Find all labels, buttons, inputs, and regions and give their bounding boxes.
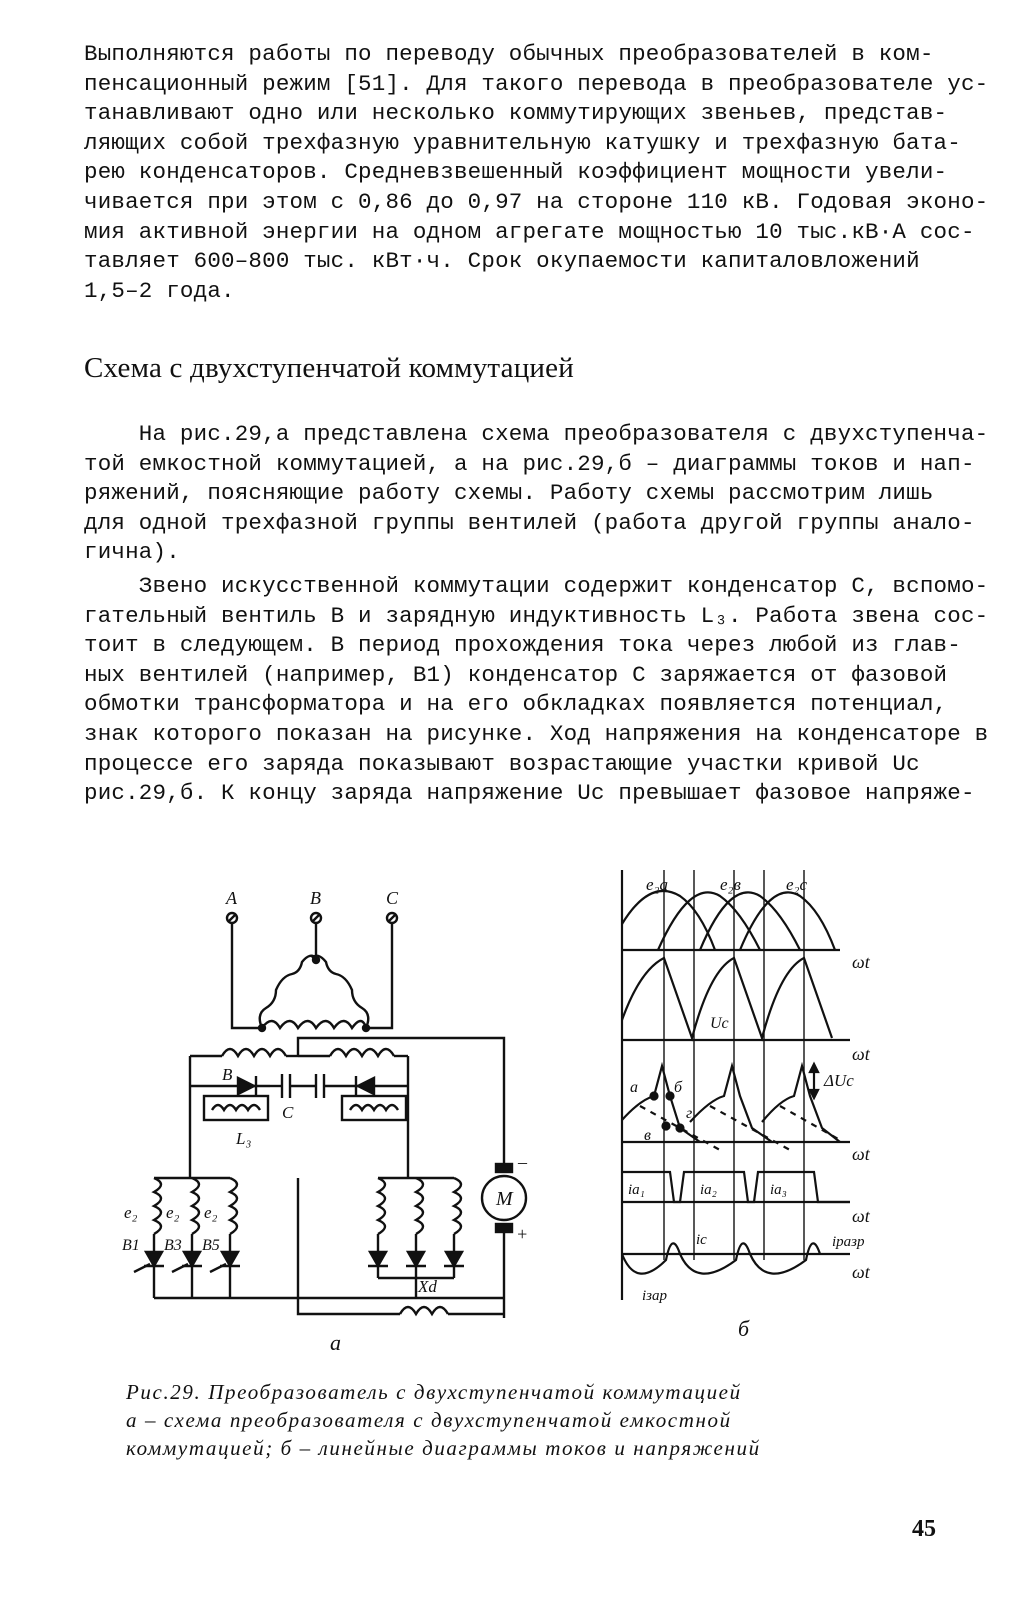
- dc-motor: [482, 1152, 528, 1318]
- page-number: 45: [912, 1516, 936, 1542]
- figure-caption: [126, 1378, 916, 1462]
- text-line: рею конденсаторов. Средневзвешенный коэффициент мощности увели-: [84, 159, 948, 186]
- paragraph-compensation: [84, 40, 989, 306]
- right-valve-group: [368, 1178, 464, 1298]
- point-b-label: б: [674, 1079, 683, 1096]
- reactor-label: Xd: [418, 1277, 437, 1296]
- text-line: мия активной энергии на одном агрегате мощностью 10 тыс.кВ·А сос-: [84, 218, 975, 245]
- phase-label: C: [386, 888, 399, 908]
- text-line: для одной трехфазной группы вентилей (работа другой группы анало-: [84, 509, 975, 536]
- text-line: обмотки трансформатора и на его обкладках появляется потенциал,: [84, 691, 948, 718]
- emf-label: e₂: [124, 1203, 138, 1222]
- current-ia1-label: ia₁: [628, 1182, 645, 1198]
- emf-label: e₂: [166, 1203, 180, 1222]
- plus-sign: +: [516, 1224, 529, 1244]
- text-line: той емкостной коммутацией, а на рис.29,б – диаграммы токов и нап-: [84, 450, 975, 477]
- text-line: тоит в следующем. В период прохождения тока через любой из глав-: [84, 632, 961, 659]
- axis-label-wt: ωt: [852, 1144, 870, 1164]
- commutation-voltage-waveform: [622, 1064, 871, 1164]
- text-line: танавливают одно или несколько коммутирующих звеньев, представ-: [84, 100, 948, 127]
- text-line: рис.29,б. К концу заряда напряжение Uс превышает фазовое напряже-: [84, 780, 975, 807]
- paragraph-figure-intro: [84, 420, 989, 568]
- izap-label: iзар: [642, 1288, 668, 1304]
- text-line: гична).: [84, 539, 180, 566]
- axis-label-wt: ωt: [852, 1262, 870, 1282]
- valve-b-label: B: [222, 1065, 233, 1084]
- capacitor-label: C: [282, 1103, 294, 1122]
- text-line: процессе его заряда показывают возрастающие участки кривой Uс: [84, 750, 920, 777]
- caption-line: коммутацией; б – линейные диаграммы токов и напряжений: [126, 1436, 761, 1460]
- capacitor-voltage-waveform: [622, 958, 871, 1064]
- figure-a-label: а: [330, 1330, 341, 1355]
- capacitor-current-waveform: [622, 1232, 871, 1304]
- timing-diagram: [600, 860, 910, 1320]
- text-line: гательный вентиль В и зарядную индуктивность L₃. Работа звена сос-: [84, 602, 989, 629]
- emf-c-label: e₂c: [786, 875, 808, 894]
- text-line: тавляет 600–800 тыс. кВт·ч. Срок окупаемости капиталовложений: [84, 248, 920, 275]
- axis-label-wt: ωt: [852, 1044, 870, 1064]
- phase-label: A: [226, 888, 237, 908]
- text-line: Звено искусственной коммутации содержит конденсатор С, вспомо-: [84, 573, 989, 599]
- valve-b1-label: B1: [122, 1237, 140, 1254]
- current-ia2-label: ia₂: [700, 1182, 717, 1198]
- point-v-label: в: [644, 1127, 651, 1144]
- commutation-link: [190, 1065, 408, 1148]
- text-line: знак которого показан на рисунке. Ход напряжения на конденсаторе в: [84, 720, 989, 747]
- valve-b3-label: B3: [164, 1237, 182, 1254]
- current-ia3-label: ia₃: [770, 1182, 787, 1198]
- text-line: ляющих собой трехфазную уравнительную катушку и трехфазную бата-: [84, 129, 961, 156]
- ic-label: iс: [696, 1232, 707, 1248]
- phase-terminals: [225, 888, 399, 923]
- smoothing-reactor: [298, 1178, 504, 1314]
- caption-line: а – схема преобразователя с двухступенчатой емкостной: [126, 1408, 732, 1432]
- point-g-label: г: [686, 1105, 693, 1122]
- text-line: На рис.29,а представлена схема преобразователя с двухступенча-: [84, 421, 989, 447]
- text-line: ных вентилей (например, В1) конденсатор С заряжается от фазовой: [84, 661, 948, 688]
- left-valve-group: [122, 1178, 504, 1298]
- converter-circuit-diagram: [120, 878, 540, 1318]
- text-line: ряжений, поясняющие работу схемы. Работу схемы рассмотрим лишь: [84, 480, 934, 507]
- text-line: пенсационный режим [51]. Для такого перевода в преобразователе ус-: [84, 70, 989, 97]
- text-line: чивается при этом с 0,86 до 0,97 на стороне 110 кВ. Годовая эконо-: [84, 188, 989, 215]
- text-line: 1,5–2 года.: [84, 277, 235, 304]
- uc-label: Uс: [710, 1015, 729, 1032]
- valve-current-pulses: [622, 1172, 871, 1226]
- text-line: Выполняются работы по переводу обычных преобразователей в ком-: [84, 41, 934, 67]
- inductor-label: L₃: [236, 1129, 252, 1148]
- paragraph-commutation-link: [84, 572, 989, 809]
- emf-label: e₂: [204, 1203, 218, 1222]
- phase-emf-waveforms: [622, 875, 871, 972]
- caption-line: Рис.29. Преобразователь с двухступенчатой коммутацией: [126, 1380, 742, 1404]
- emf-a-label: e₂a: [646, 875, 668, 894]
- figure-b-label: б: [738, 1316, 750, 1341]
- axis-label-wt: ωt: [852, 1206, 870, 1226]
- valve-b5-label: B5: [202, 1237, 220, 1254]
- point-a-label: а: [630, 1079, 638, 1096]
- emf-b-label: e₂в: [720, 875, 741, 894]
- delta-uc-label: ΔUс: [824, 1071, 854, 1090]
- ipazp-label: iразр: [832, 1234, 865, 1250]
- section-heading: Схема с двухступенчатой коммутацией: [84, 352, 574, 384]
- phase-label: B: [310, 888, 321, 908]
- motor-label: M: [496, 1188, 513, 1210]
- minus-sign: –: [518, 1152, 527, 1172]
- primary-delta-winding: [232, 923, 392, 1031]
- axis-label-wt: ωt: [852, 952, 870, 972]
